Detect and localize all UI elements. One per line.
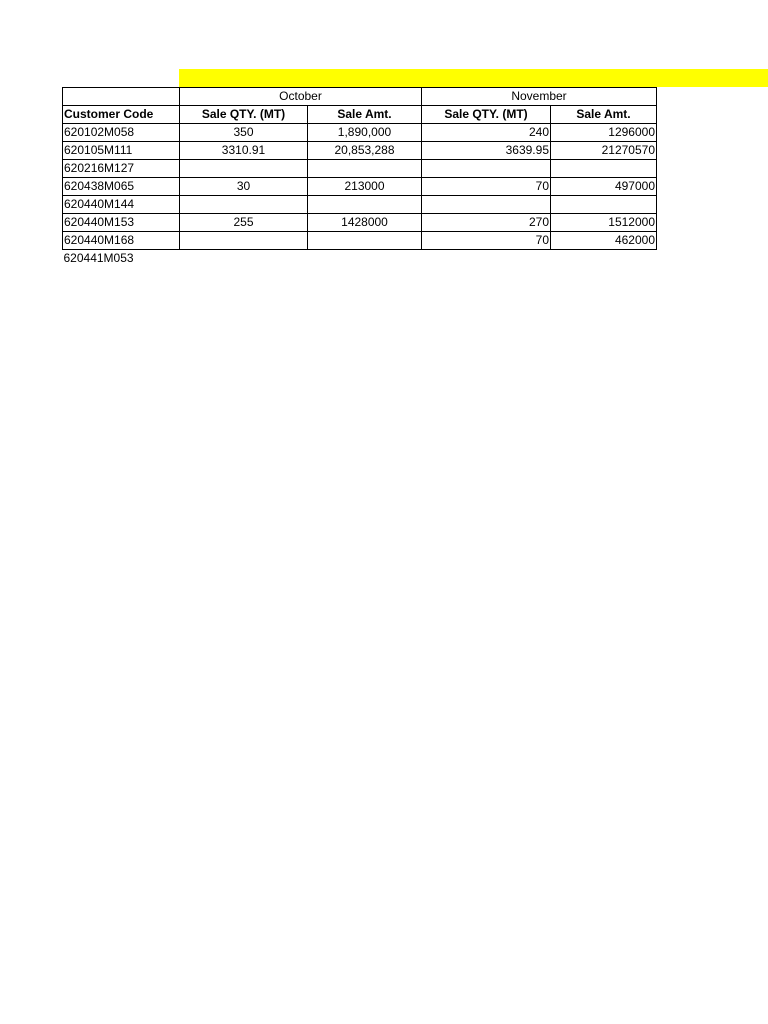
november-amt-header[interactable]: Sale Amt. — [551, 106, 657, 124]
customer-code-cell[interactable]: 620102M058 — [63, 124, 180, 142]
october-amt-cell[interactable]: 1428000 — [308, 214, 422, 232]
november-qty-cell[interactable]: 70 — [422, 232, 551, 250]
table-row — [63, 232, 657, 250]
empty-cell[interactable] — [422, 250, 551, 268]
november-qty-cell[interactable]: 270 — [422, 214, 551, 232]
month-header-october[interactable]: October — [180, 88, 422, 106]
october-amt-cell[interactable]: 1,890,000 — [308, 124, 422, 142]
customer-code-cell[interactable]: 620216M127 — [63, 160, 180, 178]
customer-code-cell[interactable]: 620440M168 — [63, 232, 180, 250]
october-qty-cell[interactable] — [180, 196, 308, 214]
blank-header-cell[interactable] — [63, 88, 180, 106]
october-amt-header[interactable]: Sale Amt. — [308, 106, 422, 124]
november-amt-cell[interactable]: 21270570 — [551, 142, 657, 160]
october-qty-cell[interactable]: 350 — [180, 124, 308, 142]
october-qty-header[interactable]: Sale QTY. (MT) — [180, 106, 308, 124]
table-row — [63, 214, 657, 232]
table-row — [63, 178, 657, 196]
october-amt-cell[interactable] — [308, 196, 422, 214]
customer-code-cell[interactable]: 620105M111 — [63, 142, 180, 160]
october-qty-cell[interactable]: 3310.91 — [180, 142, 308, 160]
empty-cell[interactable] — [551, 250, 657, 268]
october-amt-cell[interactable]: 213000 — [308, 178, 422, 196]
november-qty-cell[interactable]: 240 — [422, 124, 551, 142]
highlight-band — [179, 69, 768, 87]
october-amt-cell[interactable] — [308, 232, 422, 250]
november-amt-cell[interactable]: 1296000 — [551, 124, 657, 142]
table-row — [63, 142, 657, 160]
empty-cell[interactable] — [308, 250, 422, 268]
table-row — [63, 124, 657, 142]
november-qty-header[interactable]: Sale QTY. (MT) — [422, 106, 551, 124]
october-qty-cell[interactable]: 30 — [180, 178, 308, 196]
november-amt-cell[interactable]: 497000 — [551, 178, 657, 196]
november-qty-cell[interactable] — [422, 160, 551, 178]
month-header-row — [63, 88, 657, 106]
november-amt-cell[interactable]: 462000 — [551, 232, 657, 250]
october-qty-cell[interactable]: 255 — [180, 214, 308, 232]
customer-code-cell[interactable]: 620440M153 — [63, 214, 180, 232]
column-header-row — [63, 106, 657, 124]
november-amt-cell[interactable] — [551, 196, 657, 214]
november-amt-cell[interactable] — [551, 160, 657, 178]
table-row — [63, 160, 657, 178]
sales-table — [62, 87, 657, 267]
customer-code-cell[interactable]: 620440M144 — [63, 196, 180, 214]
customer-code-cell[interactable]: 620438M065 — [63, 178, 180, 196]
november-qty-cell[interactable]: 70 — [422, 178, 551, 196]
empty-cell[interactable] — [180, 250, 308, 268]
customer-code-header[interactable]: Customer Code — [63, 106, 180, 124]
november-qty-cell[interactable]: 3639.95 — [422, 142, 551, 160]
table-row — [63, 196, 657, 214]
november-qty-cell[interactable] — [422, 196, 551, 214]
october-amt-cell[interactable] — [308, 160, 422, 178]
october-amt-cell[interactable]: 20,853,288 — [308, 142, 422, 160]
customer-code-cell[interactable]: 620441M053 — [63, 251, 134, 265]
october-qty-cell[interactable] — [180, 232, 308, 250]
table-row — [63, 250, 657, 268]
october-qty-cell[interactable] — [180, 160, 308, 178]
november-amt-cell[interactable]: 1512000 — [551, 214, 657, 232]
month-header-november[interactable]: November — [422, 88, 657, 106]
